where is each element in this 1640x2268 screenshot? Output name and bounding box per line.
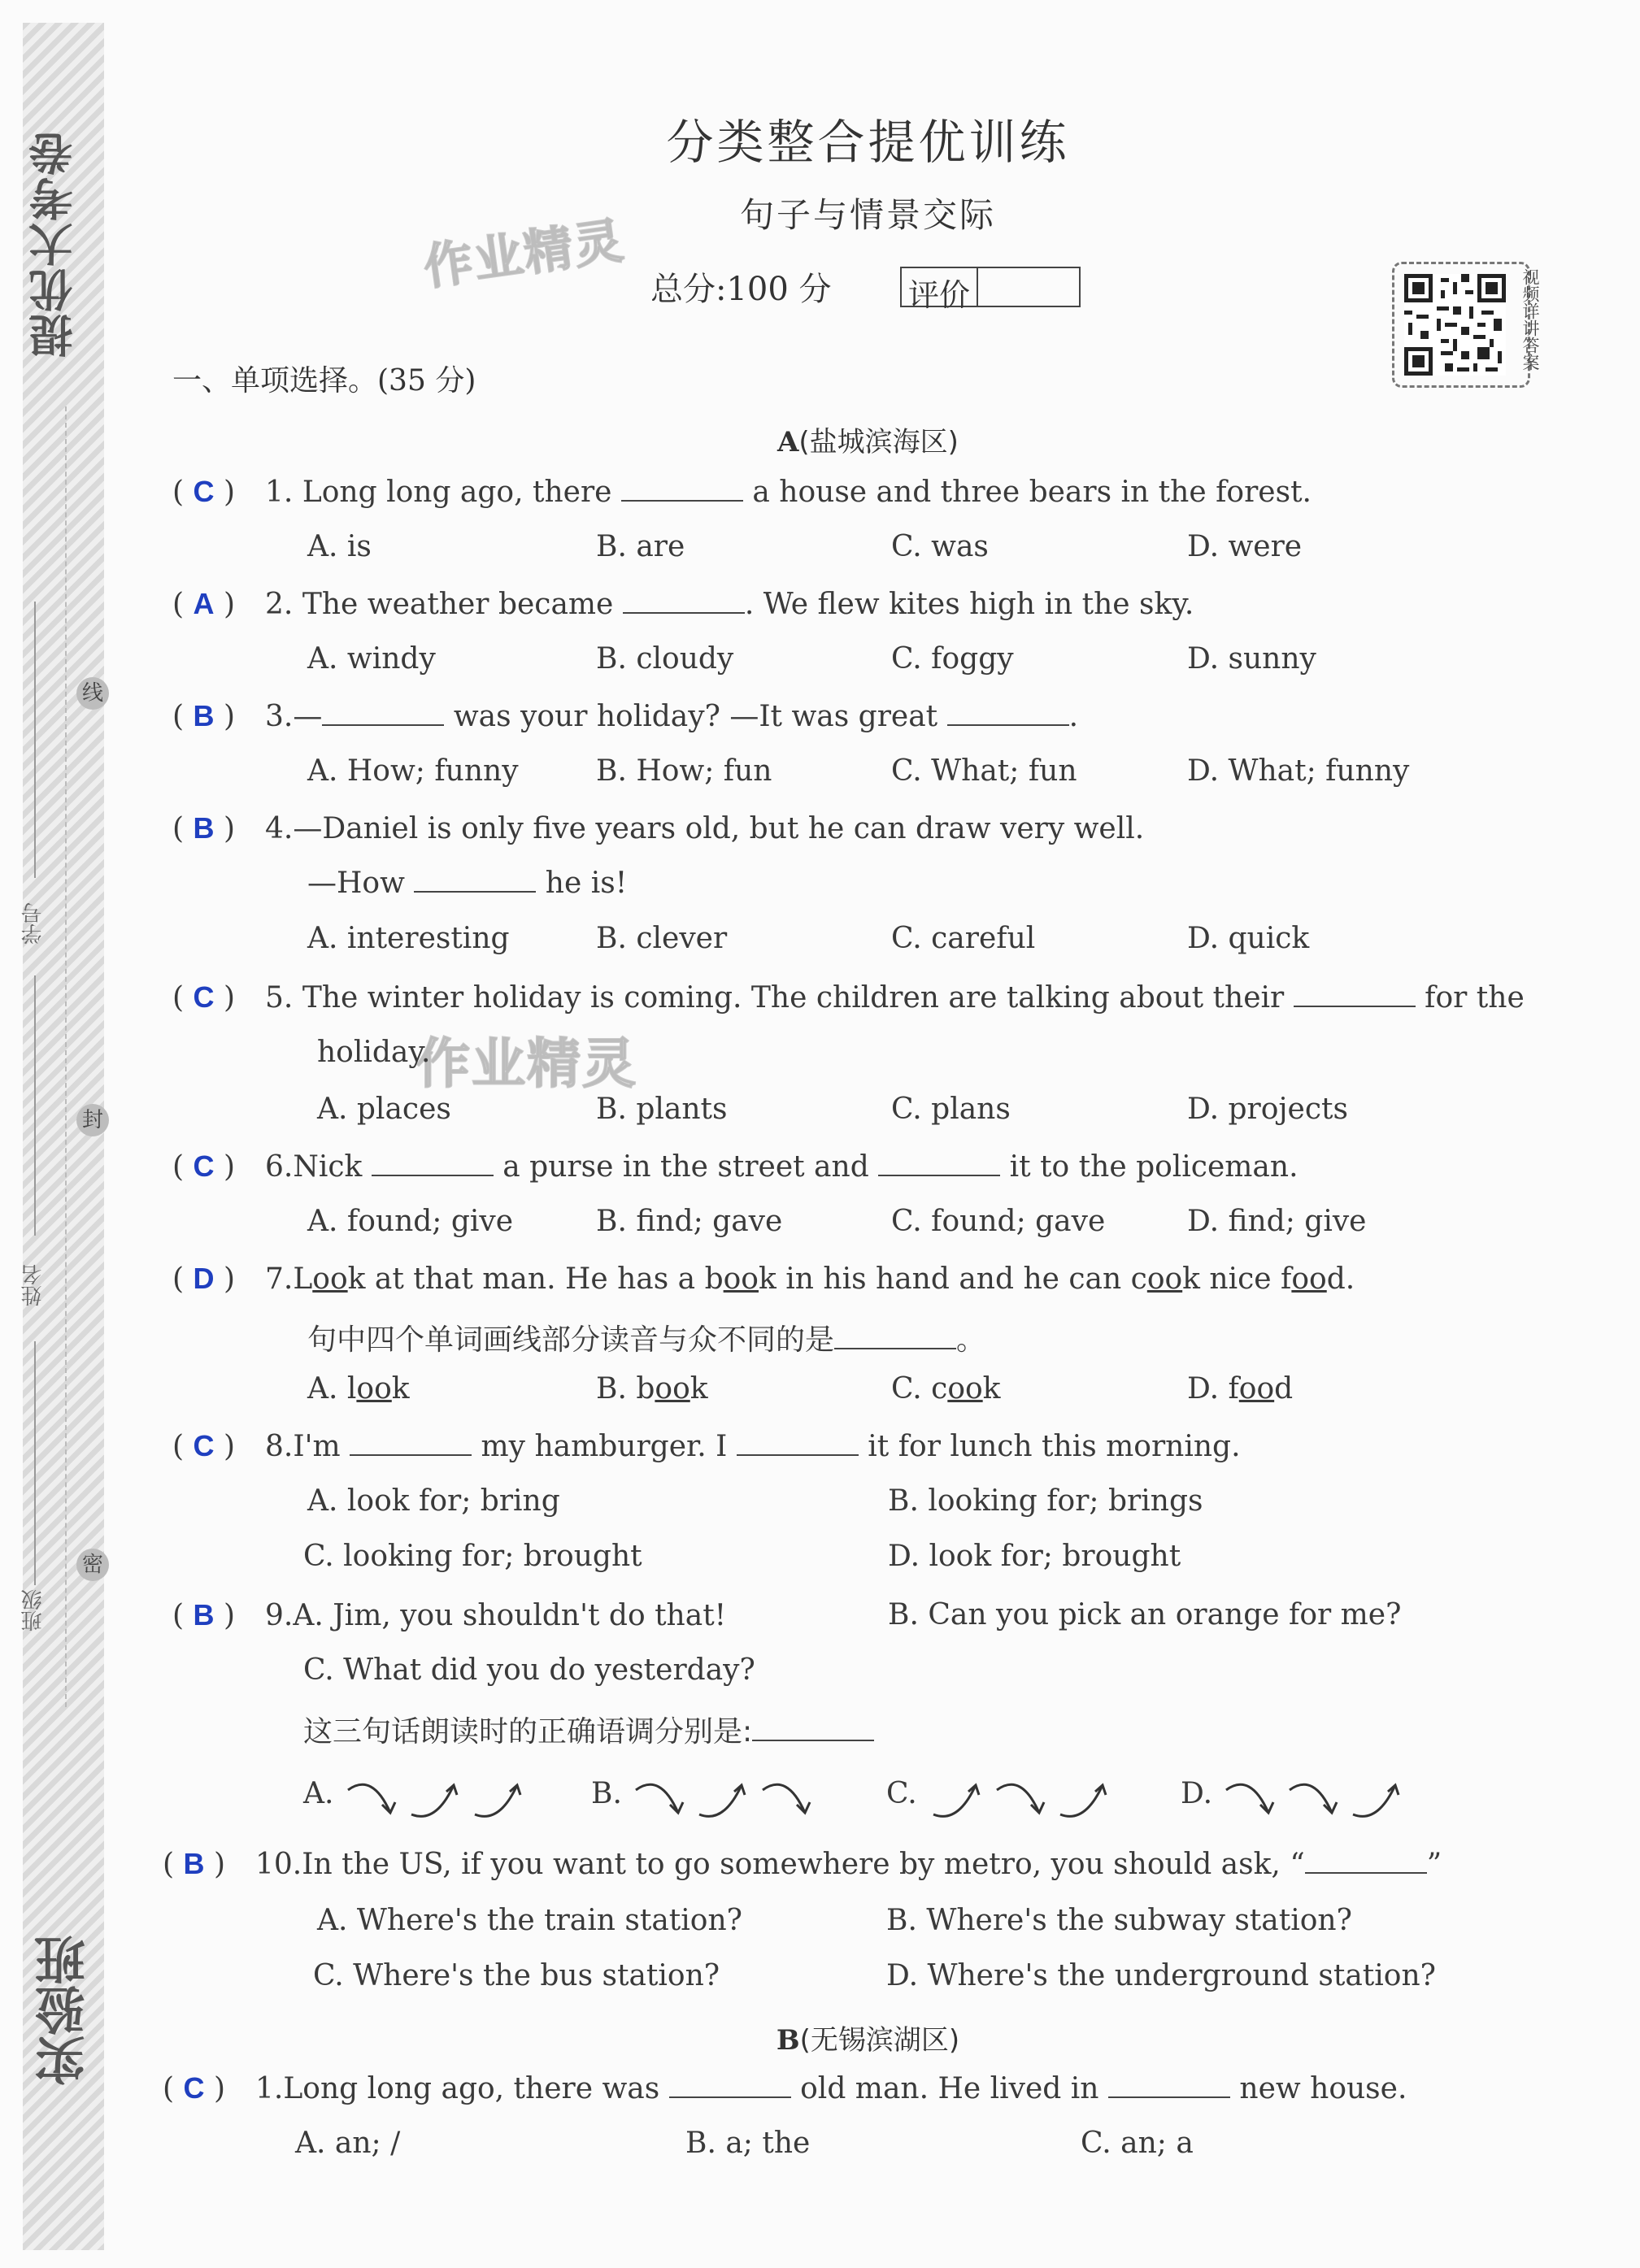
answer-mark: C <box>183 2071 205 2105</box>
qr-caption: 视频详讲答案 <box>1520 268 1540 371</box>
option-b[interactable]: B. How; fun <box>596 754 772 788</box>
answer-blank[interactable] <box>834 1323 956 1349</box>
answer-blank[interactable] <box>350 1430 472 1456</box>
answer-blank[interactable] <box>1294 981 1416 1007</box>
falling-tone-arrow <box>348 1784 390 1813</box>
qr-code[interactable] <box>1392 262 1530 388</box>
answer-mark: D <box>193 1262 215 1295</box>
option-c[interactable]: C. looking for; brought <box>303 1540 642 1573</box>
qr-code-icon <box>1404 274 1506 376</box>
question-text: 这三句话朗读时的正确语调分别是: <box>303 1715 753 1749</box>
question-text: 句中四个单词画线部分读音与众不同的是 <box>307 1323 835 1357</box>
answer-mark: A <box>193 587 215 620</box>
page-title: 分类整合提优训练 <box>666 115 1070 170</box>
answer-mark: C <box>193 1149 215 1183</box>
option-a[interactable]: A. interesting <box>307 922 510 955</box>
underlined-letters: oo <box>1291 1262 1327 1296</box>
answer-mark: B <box>193 699 215 732</box>
book-series-title: 提优大考卷 <box>28 130 80 358</box>
question-text: he is! <box>545 867 628 900</box>
question-number: 7. <box>265 1262 294 1296</box>
question-9-prompt <box>303 1709 874 1750</box>
question-text: was your holiday? —It was great <box>453 700 938 733</box>
question-text: ” <box>1426 1848 1442 1881</box>
option-b[interactable]: B. find; gave <box>596 1205 783 1238</box>
option-letter: C. <box>886 1777 917 1810</box>
question-b-1: ( C ) 1.Long long ago, there was old man. He lived in new house. <box>163 2071 1407 2105</box>
question-8: ( C ) 8.I'm my hamburger. I it for lunch this morning. <box>172 1429 1241 1463</box>
answer-mark: B <box>183 1847 205 1880</box>
part-letter: B <box>776 2024 800 2057</box>
question-text: In the US, if you want to go somewhere by metro, you should ask, “ <box>302 1848 1305 1881</box>
answer-blank[interactable] <box>669 2072 791 2098</box>
option-b[interactable]: B. a; the <box>685 2127 811 2160</box>
falling-tone-arrow <box>636 1784 678 1813</box>
question-text: I'm <box>293 1430 341 1463</box>
option-a[interactable]: A. windy <box>307 642 436 676</box>
watermark: 作业精灵 <box>416 1032 637 1095</box>
question-text: my hamburger. I <box>481 1430 728 1463</box>
book-series-bottom-label: 实验班 <box>34 1935 94 2086</box>
field-line <box>34 602 36 878</box>
question-text: The weather became <box>302 588 614 621</box>
falling-tone-arrow <box>1290 1784 1332 1813</box>
option-a[interactable]: A. look <box>307 1372 410 1406</box>
part-place: (盐城滨海区) <box>798 426 959 458</box>
answer-blank[interactable] <box>878 1150 1000 1176</box>
question-9: ( B ) 9.A. Jim, you shouldn't do that! <box>172 1598 727 1632</box>
option-b[interactable]: B. cloudy <box>596 642 734 676</box>
question-4-line-2 <box>307 867 627 900</box>
option-letter: B. <box>591 1777 622 1810</box>
option-a[interactable]: A. is <box>307 530 372 563</box>
question-number: 3. <box>265 700 294 733</box>
question-5-line-2: holiday. <box>317 1036 431 1069</box>
question-5: ( C ) 5. The winter holiday is coming. The children are talking about their for the <box>172 980 1525 1015</box>
question-text: —Daniel is only five years old, but he can draw very well. <box>293 812 1145 845</box>
question-3: ( B ) 3.— was your holiday? —It was great . <box>172 699 1079 733</box>
option-c[interactable]: C. cook <box>891 1372 1001 1406</box>
field-student-number: 学号 <box>21 902 46 945</box>
answer-mark: C <box>193 475 215 508</box>
answer-blank[interactable] <box>737 1430 859 1456</box>
answer-mark: B <box>193 811 215 845</box>
answer-blank[interactable] <box>372 1150 494 1176</box>
option-letter: D. <box>1181 1777 1213 1810</box>
binding-line <box>65 406 67 1707</box>
falling-tone-arrow <box>763 1784 805 1813</box>
binding-char-seal: 封 <box>76 1104 109 1136</box>
question-text: L <box>293 1262 313 1296</box>
question-9-sentence-c: C. What did you do yesterday? <box>303 1653 755 1687</box>
answer-blank[interactable] <box>414 867 536 893</box>
question-text: k at that man. He has a b <box>347 1262 724 1296</box>
option-c[interactable]: C. plans <box>891 1093 1011 1126</box>
question-text: — <box>293 700 323 733</box>
section-points: (35 分) <box>377 364 476 398</box>
question-2: ( A ) 2. The weather became . We flew kites high in the sky. <box>172 587 1194 621</box>
option-c[interactable]: C. an; a <box>1081 2127 1194 2160</box>
answer-mark: C <box>193 980 215 1014</box>
watermark: 作业精灵 <box>420 212 629 297</box>
option-d[interactable]: D. food <box>1187 1372 1294 1406</box>
evaluation-box[interactable] <box>900 267 1081 313</box>
question-text: Long long ago, there was <box>283 2072 660 2105</box>
question-text: for the <box>1425 981 1525 1015</box>
option-c[interactable]: C. What; fun <box>891 754 1077 788</box>
question-text: d. <box>1326 1262 1355 1296</box>
answer-mark: B <box>193 1598 215 1631</box>
question-text: old man. He lived in <box>800 2072 1099 2105</box>
answer-blank[interactable] <box>1305 1848 1427 1874</box>
question-text: a house and three bears in the forest. <box>752 476 1312 509</box>
field-line <box>34 975 36 1236</box>
binding-char-secret: 密 <box>76 1549 109 1581</box>
binding-char-line: 线 <box>76 677 109 710</box>
falling-tone-arrow <box>1226 1784 1268 1813</box>
option-b[interactable]: B. are <box>596 530 685 563</box>
question-text: Long long ago, there <box>302 476 612 509</box>
answer-blank[interactable] <box>322 700 444 726</box>
question-number: 4. <box>265 812 294 845</box>
question-text: . We flew kites high in the sky. <box>744 588 1194 621</box>
question-number: 1. <box>265 476 294 509</box>
option-a[interactable]: A. Where's the train station? <box>317 1904 742 1937</box>
option-a[interactable]: A. found; give <box>307 1205 514 1238</box>
question-text: —How <box>307 867 405 900</box>
option-d[interactable]: D. projects <box>1187 1093 1348 1126</box>
option-d[interactable]: D. were <box>1187 530 1303 563</box>
answer-blank[interactable] <box>947 700 1069 726</box>
question-7: ( D ) 7.Look at that man. He has a book in his hand and he can cook nice food. <box>172 1262 1355 1296</box>
intonation-arrows <box>0 1756 1640 1845</box>
option-c[interactable]: C. found; gave <box>891 1205 1106 1238</box>
option-d[interactable]: D. quick <box>1187 922 1310 955</box>
option-d[interactable]: D. What; funny <box>1187 754 1410 788</box>
underlined-letters: oo <box>312 1262 348 1296</box>
part-b-label <box>0 2018 1640 2057</box>
question-text: it to the policeman. <box>1009 1150 1299 1184</box>
option-letter: A. <box>303 1777 334 1810</box>
option-a[interactable]: A. places <box>317 1093 451 1126</box>
question-text: A. Jim, you shouldn't do that! <box>293 1599 727 1632</box>
question-text: k in his hand and he can c <box>758 1262 1147 1296</box>
section-heading-text: 一、单项选择。 <box>172 364 378 398</box>
option-a[interactable]: A. look for; bring <box>307 1484 560 1518</box>
part-a-label <box>0 419 1640 459</box>
option-d[interactable]: D. Where's the underground station? <box>886 1959 1436 1992</box>
question-number: 8. <box>265 1430 294 1463</box>
section-heading <box>172 358 476 399</box>
option-b[interactable]: B. plants <box>596 1093 728 1126</box>
question-7-line-2 <box>307 1317 985 1358</box>
evaluation-label: 评价 <box>902 268 978 306</box>
option-c[interactable]: C. careful <box>891 922 1036 955</box>
question-text: a purse in the street and <box>502 1150 869 1184</box>
question-9-sentence-b: B. Can you pick an orange for me? <box>888 1598 1402 1631</box>
option-b[interactable]: B. book <box>596 1372 708 1406</box>
field-name: 姓名 <box>21 1264 46 1306</box>
option-b[interactable]: B. looking for; brings <box>888 1484 1203 1518</box>
question-number: 2. <box>265 588 294 621</box>
question-text: k nice f <box>1182 1262 1292 1296</box>
option-b[interactable]: B. Where's the subway station? <box>886 1904 1352 1937</box>
question-number: 1. <box>255 2072 284 2105</box>
answer-blank[interactable] <box>621 476 743 502</box>
answer-blank[interactable] <box>752 1715 874 1741</box>
question-number: 10. <box>255 1848 302 1881</box>
question-text: new house. <box>1239 2072 1407 2105</box>
part-place: (无锡滨湖区) <box>799 2024 960 2057</box>
question-number: 9. <box>265 1599 294 1632</box>
question-number: 5. <box>265 981 294 1015</box>
underlined-letters: oo <box>1146 1262 1183 1296</box>
option-c[interactable]: C. was <box>891 530 989 563</box>
field-class: 班级 <box>21 1589 46 1631</box>
option-d[interactable]: D. look for; brought <box>888 1540 1181 1573</box>
total-score: 总分:100 分 <box>650 271 832 308</box>
question-text: 。 <box>956 1323 986 1357</box>
answer-blank[interactable] <box>623 588 745 614</box>
question-text: Nick <box>293 1150 363 1184</box>
field-line <box>34 1341 36 1585</box>
page-subtitle: 句子与情景交际 <box>739 195 996 235</box>
option-d[interactable]: D. find; give <box>1187 1205 1367 1238</box>
question-1: ( C ) 1. Long long ago, there a house and three bears in the forest. <box>172 475 1312 509</box>
falling-tone-arrow <box>997 1784 1039 1813</box>
question-10: ( B ) 10.In the US, if you want to go somewhere by metro, you should ask, “ ” <box>163 1847 1442 1881</box>
option-d[interactable]: D. sunny <box>1187 642 1316 676</box>
underlined-letters: oo <box>723 1262 759 1296</box>
answer-blank[interactable] <box>1108 2072 1230 2098</box>
question-text: it for lunch this morning. <box>868 1430 1241 1463</box>
answer-mark: C <box>193 1429 215 1462</box>
option-a[interactable]: A. How; funny <box>307 754 519 788</box>
option-c[interactable]: C. foggy <box>891 642 1014 676</box>
question-4: ( B ) 4.—Daniel is only five years old, but he can draw very well. <box>172 811 1145 845</box>
part-letter: A <box>777 426 799 458</box>
option-a[interactable]: A. an; / <box>295 2127 401 2160</box>
question-6: ( C ) 6.Nick a purse in the street and it to the policeman. <box>172 1149 1299 1184</box>
question-text: The winter holiday is coming. The children are talking about their <box>302 981 1285 1015</box>
option-c[interactable]: C. Where's the bus station? <box>313 1959 720 1992</box>
question-text: . <box>1068 700 1079 733</box>
question-number: 6. <box>265 1150 294 1184</box>
option-b[interactable]: B. clever <box>596 922 728 955</box>
